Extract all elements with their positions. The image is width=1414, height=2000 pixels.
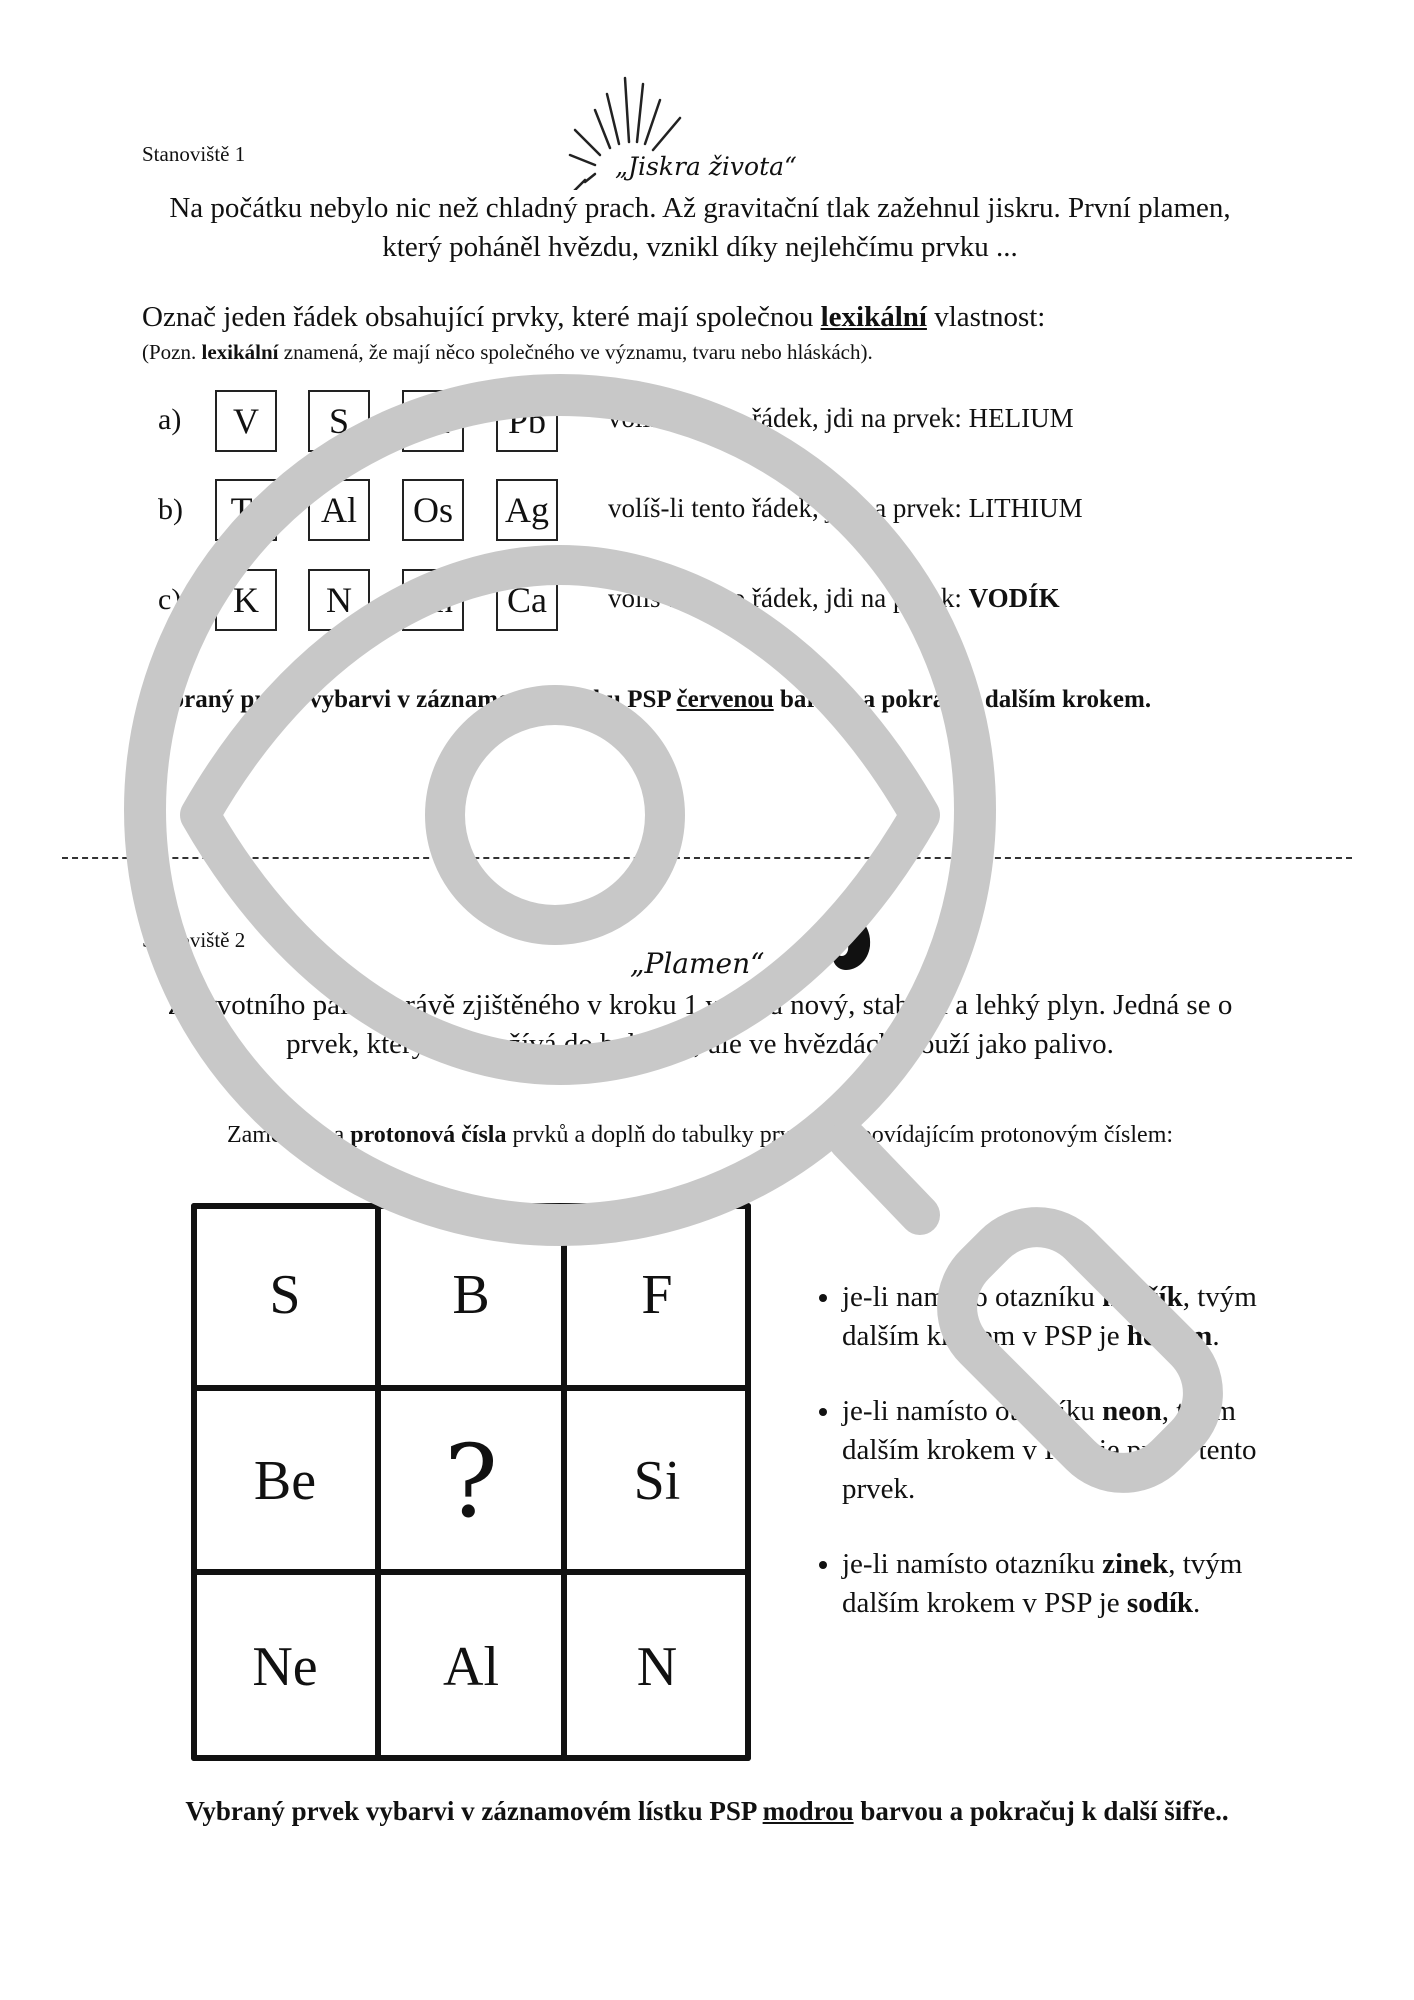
- grid-cell-2: B: [452, 1264, 490, 1326]
- row-b-instruction: volíš-li tento řádek, jdi na prvek:: [608, 493, 969, 523]
- hint1-target: helium: [1126, 1320, 1213, 1352]
- final2-color: modrou: [762, 1796, 854, 1826]
- hint1-mid: , tvým dalším krokem v PSP je: [842, 1281, 1257, 1352]
- row-a-element-4: Pb: [496, 390, 558, 452]
- flame-icon: [826, 900, 876, 972]
- task-text-end: vlastnost:: [926, 301, 1046, 333]
- station1-title: „Jiskra života“: [615, 152, 797, 181]
- grid-cell-6: Si: [633, 1450, 681, 1512]
- row-a-target: HELIUM: [968, 403, 1074, 433]
- row-c-letter: c): [158, 583, 182, 616]
- hint1-text: je-li namísto otazníku: [842, 1281, 1103, 1313]
- station1-intro-line2: který poháněl hvězdu, vznikl díky nejlehčímu prvku ...: [382, 231, 1018, 263]
- hint3-key: zinek: [1102, 1548, 1169, 1580]
- grid-cell-3: F: [641, 1264, 673, 1326]
- row-a-letter: a): [158, 403, 182, 436]
- hint1-end: .: [1212, 1320, 1220, 1352]
- grid-cell-7: Ne: [252, 1636, 318, 1698]
- grid-cell-1: S: [269, 1264, 301, 1326]
- station1-label: Stanoviště 1: [142, 142, 246, 166]
- note-text-end: znamená, že mají něco společného ve významu, tvaru nebo hláskách).: [278, 340, 873, 364]
- row-c-text: [608, 583, 1060, 614]
- hint3-end: .: [1193, 1587, 1201, 1619]
- station1-note: [142, 340, 873, 365]
- grid-cell-9: N: [636, 1636, 678, 1698]
- hint-item-2: [842, 1392, 1292, 1509]
- row-c-target: VODÍK: [968, 583, 1060, 613]
- row-a-element-3: Cl: [402, 390, 464, 452]
- final-text: Vybraný prvek vybarvi v záznamovém lístku PSP: [142, 686, 677, 713]
- row-c-element-1: K: [215, 569, 277, 631]
- final-text-end: barvou a pokračuj dalším krokem.: [773, 686, 1152, 713]
- row-a-element-2: S: [308, 390, 370, 452]
- hint-list: [812, 1278, 1292, 1659]
- hint1-key: hořčík: [1102, 1281, 1183, 1313]
- row-a-element-1: V: [215, 390, 277, 452]
- row-c-element-4: Ca: [496, 569, 558, 631]
- station2-final: [60, 1796, 1354, 1827]
- hint-item-1: [842, 1278, 1292, 1356]
- row-a-instruction: volíš-li tento řádek, jdi na prvek:: [608, 403, 969, 433]
- hint-item-3: [842, 1545, 1292, 1623]
- final-color: červenou: [676, 686, 774, 713]
- row-b-text: [608, 493, 1083, 524]
- station2-label: Stanoviště 2: [142, 928, 246, 952]
- task-text: Označ jeden řádek obsahující prvky, které mají společnou: [142, 301, 821, 333]
- hint3-text: je-li namísto otazníku: [842, 1548, 1103, 1580]
- task2-text-end: prvků a doplň do tabulky prvek s odpovídajícím protonovým číslem:: [506, 1122, 1174, 1148]
- task2-text: Zaměř se na: [226, 1122, 351, 1148]
- grid-cell-question: ?: [444, 1422, 498, 1540]
- task2-key: protonová čísla: [350, 1122, 507, 1148]
- row-a-text: [608, 403, 1074, 434]
- grid-cell-8: Al: [443, 1636, 499, 1698]
- hint2-key: neon: [1102, 1395, 1162, 1427]
- row-b-target: LITHIUM: [968, 493, 1083, 523]
- final2-text-end: barvou a pokračuj k další šifře..: [853, 1796, 1229, 1826]
- station1-intro-line1: Na počátku nebylo nic než chladný prach. Až gravitační tlak zažehnul jiskru. První plamen,: [169, 192, 1231, 224]
- element-grid: [190, 1202, 752, 1764]
- station2-intro-line1: Z prvotního paliva právě zjištěného v kroku 1 vzniká nový, stabilní a lehký plyn. Jedná se o: [167, 989, 1233, 1021]
- note-text: (Pozn.: [142, 340, 202, 364]
- cut-line-divider: [62, 857, 1352, 859]
- station2-intro-line2: prvek, který se používá do balonků, ale ve hvězdách slouží jako palivo.: [286, 1028, 1114, 1060]
- station1-task: [142, 298, 1045, 337]
- row-b-letter: b): [158, 493, 183, 526]
- hint3-mid: , tvým dalším krokem v PSP je: [842, 1548, 1243, 1619]
- hint2-mid: , tvým dalším krokem v PSP je právě tento prvek.: [842, 1395, 1257, 1505]
- row-b-element-3: Os: [402, 479, 464, 541]
- station2-task: [100, 1122, 1300, 1149]
- grid-cell-4: Be: [253, 1450, 317, 1512]
- row-b-element-1: Ti: [215, 479, 277, 541]
- row-b-element-4: Ag: [496, 479, 558, 541]
- final2-text: Vybraný prvek vybarvi v záznamovém lístku PSP: [185, 1796, 763, 1826]
- hint2-text: je-li namísto otazníku: [842, 1395, 1103, 1427]
- row-c-element-3: Zn: [402, 569, 464, 631]
- row-b-element-2: Al: [308, 479, 370, 541]
- station1-final: [142, 686, 1151, 714]
- row-c-instruction: volíš-li tento řádek, jdi na prvek:: [608, 583, 969, 613]
- hint3-target: sodík: [1126, 1587, 1194, 1619]
- row-c-element-2: N: [308, 569, 370, 631]
- station2-title: „Plamen“: [630, 947, 765, 980]
- note-key: lexikální: [201, 340, 279, 364]
- task-key: lexikální: [820, 301, 927, 333]
